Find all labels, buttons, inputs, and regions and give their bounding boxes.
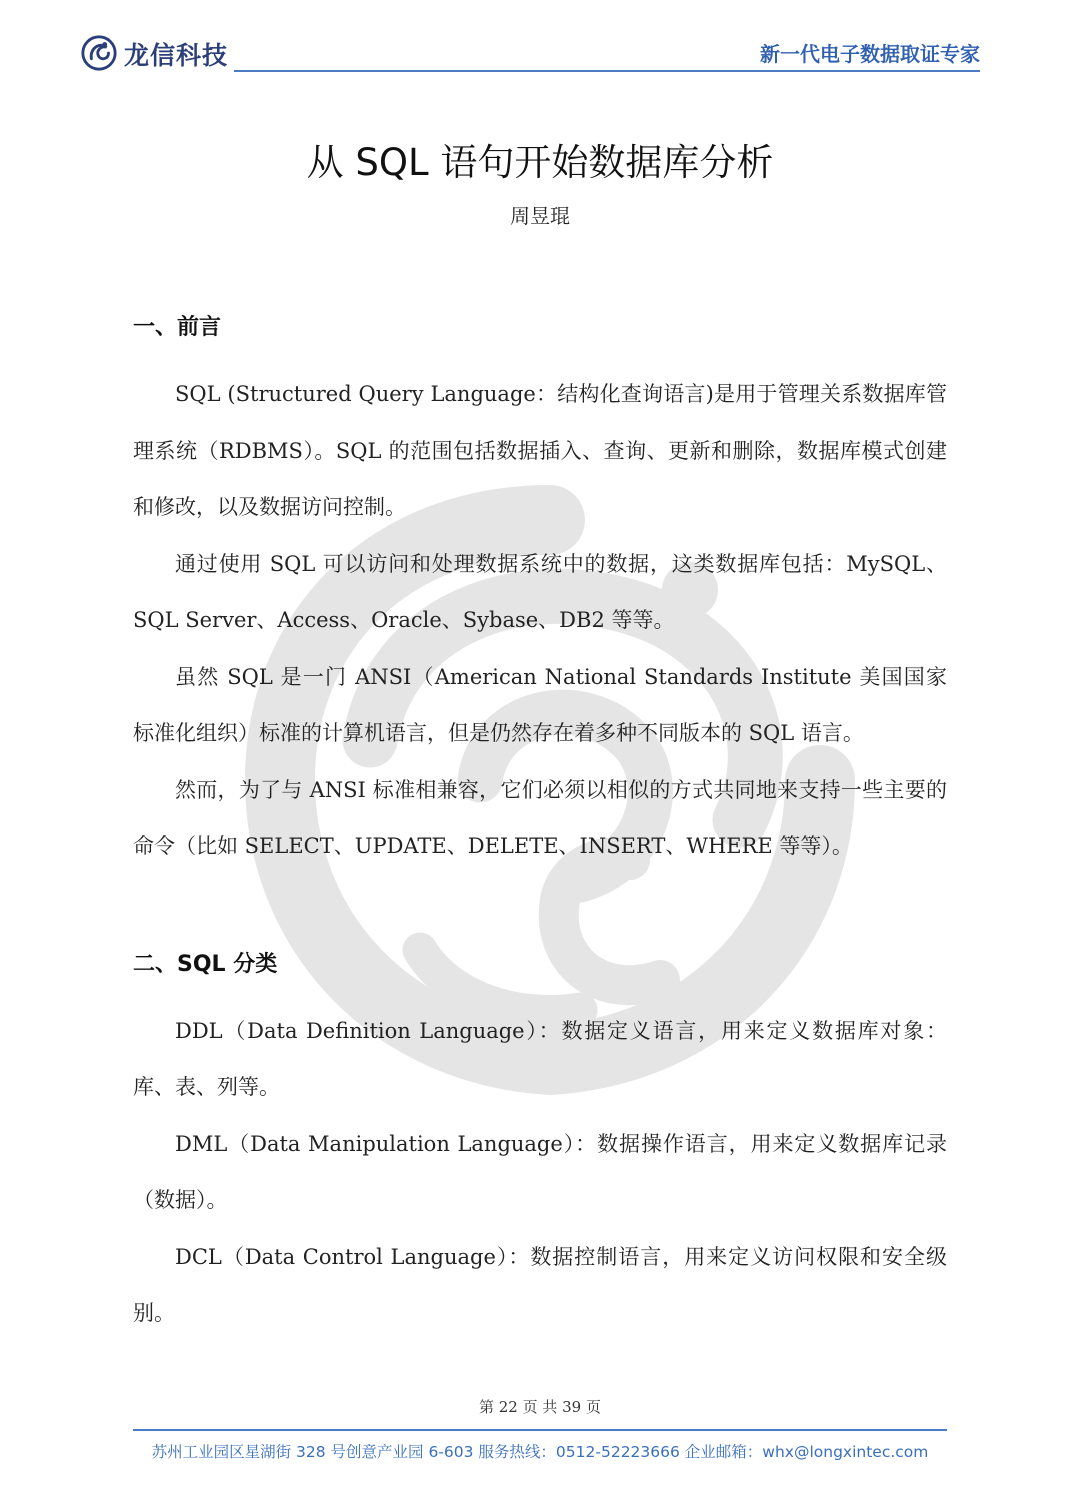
document-author: 周昱琨: [510, 204, 570, 228]
paragraph: DCL（Data Control Language）：数据控制语言，用来定义访问权限和安全级别。: [133, 1244, 947, 1325]
paragraph: 然而，为了与 ANSI 标准相兼容，它们必须以相似的方式共同地来支持一些主要的命令（比如 SELECT、UPDATE、DELETE、INSERT、WHERE 等等）。: [133, 777, 947, 858]
paragraph: 通过使用 SQL 可以访问和处理数据系统中的数据，这类数据库包括：MySQL、SQL Server、Access、Oracle、Sybase、DB2 等等。: [133, 551, 947, 632]
section-preface: [133, 300, 947, 875]
document-body: [133, 300, 947, 1342]
footer-contact-info: 苏州工业园区星湖街 328 号创意产业园 6-603 服务热线：0512-52223666 企业邮箱：whx@longxintec.com: [151, 1443, 929, 1461]
paragraph: DML（Data Manipulation Language）：数据操作语言，用来定义数据库记录（数据）。: [133, 1131, 947, 1212]
document-title: 从 SQL 语句开始数据库分析: [306, 141, 774, 184]
page-number: 第 22 页 共 39 页: [478, 1398, 601, 1416]
footer-divider: [133, 1429, 947, 1431]
section-heading: 一、前言: [133, 315, 222, 340]
section-heading: 二、SQL 分类: [133, 951, 278, 977]
paragraph: 虽然 SQL 是一门 ANSI（American National Standards Institute 美国国家标准化组织）标准的计算机语言，但是仍然存在着多种不同版本的 SQL 语言。: [133, 664, 947, 745]
section-sql-categories: [133, 937, 947, 1342]
page-header: [80, 28, 980, 78]
company-name: 龙信科技: [124, 41, 229, 70]
longxin-logo-icon: [80, 34, 118, 72]
header-divider: [234, 70, 980, 72]
header-slogan: 新一代电子数据取证专家: [760, 42, 980, 66]
paragraph: DDL（Data Definition Language）：数据定义语言，用来定义数据库对象：库、表、列等。: [133, 1018, 947, 1099]
paragraph: SQL (Structured Query Language：结构化查询语言)是用于管理关系数据库管理系统（RDBMS）。SQL 的范围包括数据插入、查询、更新和删除，数据库模式创建和修改，以及数据访问控制。: [133, 382, 947, 519]
